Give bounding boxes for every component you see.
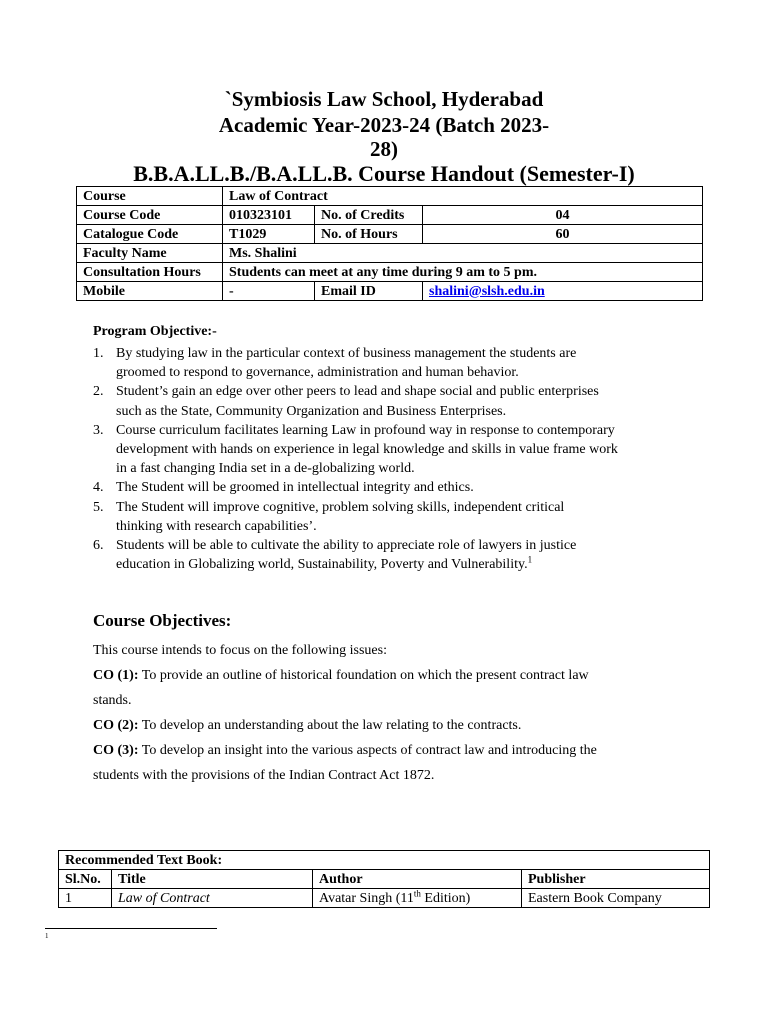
catalogue-code-label: Catalogue Code [77, 225, 223, 244]
list-item [93, 421, 693, 479]
course-objective-text: stands. [93, 693, 132, 708]
course-objective-line [93, 663, 683, 688]
program-objective-heading: Program Objective:- [93, 324, 217, 339]
course-objectives-heading: Course Objectives: [93, 611, 232, 630]
email-cell [423, 282, 703, 301]
footnote-divider [45, 928, 217, 929]
course-objectives-list [93, 663, 683, 788]
list-item-line [116, 363, 693, 382]
list-item-number: 6. [93, 538, 104, 554]
list-item [93, 536, 693, 574]
email-label: Email ID [315, 282, 423, 301]
textbook-title [112, 889, 313, 908]
course-code-label: Course Code [77, 206, 223, 225]
list-item-number: 1. [93, 346, 104, 361]
list-item-line [116, 498, 693, 517]
list-item [93, 382, 693, 420]
textbook-table [58, 850, 710, 908]
list-item-text: The Student will improve cognitive, problem solving skills, independent critical [116, 499, 565, 515]
course-objective-text: To develop an insight into the various aspects of contract law and introducing the [138, 743, 597, 758]
program-objective-list [93, 344, 693, 574]
list-item-text: The Student will be groomed in intellectual integrity and ethics. [116, 480, 474, 496]
list-item-line [116, 517, 693, 536]
list-item [93, 498, 693, 536]
faculty-label: Faculty Name [77, 244, 223, 263]
list-item-line [116, 382, 693, 401]
course-objective-line [93, 713, 683, 738]
list-item-text: in a fast changing India set in a de-globalizing world. [116, 461, 415, 477]
table-row [77, 187, 703, 206]
school-title: `Symbiosis Law School, Hyderabad [224, 87, 544, 111]
course-value: Law of Contract [223, 187, 703, 206]
list-item-text: development with hands on experience in legal knowledge and skills in value frame work [116, 442, 618, 458]
list-item-line [116, 459, 693, 478]
list-item-number: 2. [93, 384, 104, 400]
list-item-text: Students will be able to cultivate the ability to appreciate role of lawyers in justice [116, 538, 577, 554]
catalogue-code-value: T1029 [223, 225, 315, 244]
email-link[interactable]: shalini@slsh.edu.in [429, 283, 545, 299]
table-row [77, 206, 703, 225]
credits-value: 04 [423, 206, 703, 225]
column-header: Sl.No. [59, 870, 112, 889]
course-objectives-block [93, 638, 683, 788]
table-row [59, 889, 710, 908]
hours-label: No. of Hours [315, 225, 423, 244]
course-code-value: 010323101 [223, 206, 315, 225]
author-edition-text: Edition) [420, 890, 471, 906]
list-item-text: Course curriculum facilitates learning Law in profound way in response to contemporary [116, 422, 615, 438]
table-row [59, 851, 710, 870]
list-item-number: 3. [93, 422, 104, 438]
course-objective-line [93, 763, 683, 788]
course-objective-label: CO (1): [93, 668, 139, 683]
course-objective-line [93, 688, 683, 713]
table-row [77, 244, 703, 263]
textbook-author [313, 889, 522, 908]
list-item-text: such as the State, Community Organization and Business Enterprises. [116, 403, 507, 419]
list-item [93, 344, 693, 382]
course-info-table [76, 186, 703, 301]
column-header: Author [313, 870, 522, 889]
list-item-line [116, 402, 693, 421]
list-item-text: groomed to respond to governance, administration and human behavior. [116, 365, 519, 381]
course-objective-text: To develop an understanding about the law relating to the contracts. [138, 718, 522, 733]
table-row [77, 282, 703, 301]
batch-year-line: 28) [370, 137, 398, 161]
list-item-number: 4. [93, 480, 104, 496]
course-objectives-intro: This course intends to focus on the following issues: [93, 643, 387, 658]
textbook-title-text: Law of Contract [118, 890, 210, 906]
author-text: Avatar Singh (11 [319, 890, 414, 906]
table-header-row [59, 870, 710, 889]
list-item-number: 5. [93, 499, 104, 515]
course-objective-text: students with the provisions of the Indian Contract Act 1872. [93, 768, 435, 783]
credits-label: No. of Credits [315, 206, 423, 225]
column-header: Publisher [522, 870, 710, 889]
consultation-value: Students can meet at any time during 9 am to 5 pm. [223, 263, 703, 282]
footnote-mark: 1 [45, 932, 49, 940]
list-item-line [116, 344, 693, 363]
footnote-reference: 1 [527, 554, 533, 565]
table-row [77, 263, 703, 282]
course-label: Course [77, 187, 223, 206]
author-edition-sup: th [413, 887, 421, 898]
handout-title: B.B.A.LL.B./B.A.LL.B. Course Handout (Semester-I) [133, 161, 635, 186]
column-header: Title [112, 870, 313, 889]
table-row [77, 225, 703, 244]
textbook-publisher: Eastern Book Company [522, 889, 710, 908]
list-item-line [116, 478, 693, 497]
textbook-heading: Recommended Text Book: [59, 851, 710, 870]
list-item-line [116, 421, 693, 440]
course-objective-line [93, 738, 683, 763]
list-item-text: thinking with research capabilities’. [116, 518, 317, 534]
academic-year-line: Academic Year-2023-24 (Batch 2023- [218, 113, 550, 137]
course-objective-label: CO (2): [93, 718, 139, 733]
list-item-line [116, 555, 693, 574]
course-objective-text: To provide an outline of historical foundation on which the present contract law [138, 668, 589, 683]
faculty-value: Ms. Shalini [223, 244, 703, 263]
list-item [93, 478, 693, 497]
textbook-sl: 1 [59, 889, 112, 908]
consultation-label: Consultation Hours [77, 263, 223, 282]
mobile-label: Mobile [77, 282, 223, 301]
hours-value: 60 [423, 225, 703, 244]
list-item-text: Student’s gain an edge over other peers to lead and shape social and public enterprises [116, 384, 599, 400]
list-item-text: By studying law in the particular context of business management the students are [116, 346, 577, 361]
mobile-value: - [223, 282, 315, 301]
list-item-text: education in Globalizing world, Sustainability, Poverty and Vulnerability. [116, 557, 528, 573]
course-objective-label: CO (3): [93, 743, 139, 758]
list-item-line [116, 440, 693, 459]
list-item-line [116, 536, 693, 555]
